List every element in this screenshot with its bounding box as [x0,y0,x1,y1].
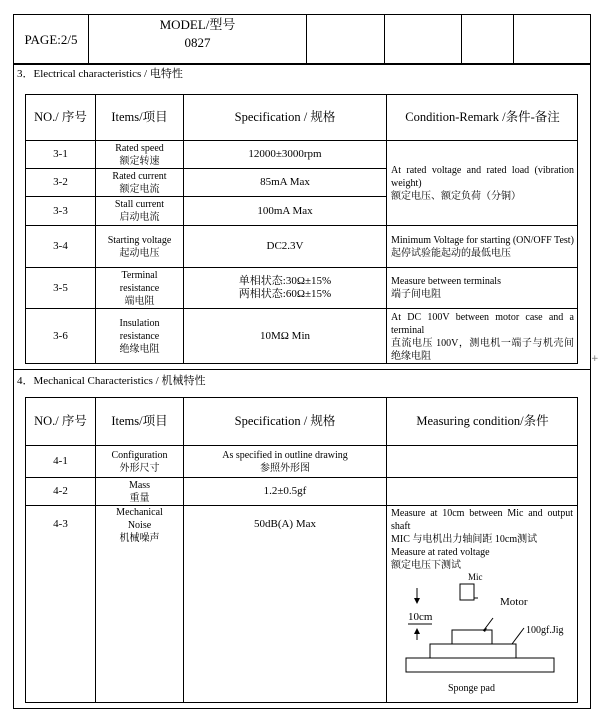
row-spec: DC2.3V [266,240,304,252]
row-spec: 85mA Max [260,176,310,188]
row-condition [391,507,573,572]
row-condition [387,226,578,267]
motor-box [452,630,492,644]
condition-cn: 额定电压、额定负荷（分铜） [391,190,521,202]
condition-en: At rated voltage and rated load (vibration weight) [391,164,574,189]
sponge-pad [406,658,554,672]
condition-cn: 额定电压下测试 [391,560,461,571]
item-cn: 额定转速 [119,155,160,167]
item-cn: 外形尺寸 [119,462,160,474]
col-header-condition: Condition-Remark /条件-备注 [405,110,560,124]
row-item [96,309,183,364]
pad-label: Sponge pad [448,683,495,694]
header-divider [513,14,514,64]
distance-label: 10cm [408,611,433,623]
row-no: 4-3 [53,518,68,530]
item-cn: 重量 [129,492,150,504]
row-no: 3-4 [53,240,68,252]
condition-en: Measure between terminals [391,276,501,287]
item-en: resistance [119,331,160,342]
page-number: PAGE:2/5 [24,31,78,47]
header-divider [384,14,385,64]
model-value: 0827 [184,34,211,50]
item-en: Terminal [121,269,158,281]
row-no: 4-1 [53,455,68,467]
merged-condition [387,141,578,225]
item-cn: 端电阻 [124,295,155,307]
row-condition [387,268,578,308]
noise-test-diagram [390,568,576,702]
row-item [96,197,183,225]
row-no: 4-2 [53,485,68,497]
row-spec [184,268,386,308]
item-en: Insulation [119,318,160,329]
col-header-items: Items/项目 [111,414,168,428]
item-cn: 额定电流 [119,183,160,195]
row-spec: 12000±3000rpm [248,148,322,160]
spec-line: 单相状态:30Ω±15% [238,275,332,287]
row-item [96,141,183,168]
item-en: Mass [128,479,151,491]
row-spec: 10MΩ Min [259,330,311,342]
mic-label: Mic [468,572,483,582]
model-label: MODEL/型号 [159,16,236,32]
item-en: Rated speed [115,142,164,154]
jig-label: 100gf.Jig [526,625,564,636]
item-cn: 绝缘电阻 [119,344,160,355]
row-spec: 100mA Max [257,204,313,217]
row-spec [184,446,386,477]
row-item [96,506,183,545]
row-item [96,478,183,505]
condition-cn: 端子间电阻 [391,289,441,300]
condition-cn: MIC 与电机出力轴间距 10cm测试 [391,534,538,545]
condition-cn: 起停试验能起动的最低电压 [391,247,511,259]
row-item [96,446,183,477]
jig-box [430,644,516,658]
header-divider [306,14,307,64]
row-no: 3-1 [53,148,68,160]
col-header-spec: Specification / 规格 [234,414,336,428]
condition-en: At DC 100V between motor case and a terminal [391,311,574,336]
condition-en: Minimum Voltage for starting (ON/OFF Test) [391,234,574,246]
item-en: Mechanical [116,507,163,518]
spec-en: As specified in outline drawing [222,449,348,461]
spec-cn: 参照外形图 [260,462,310,474]
item-cn: 启动电流 [119,212,160,223]
row-item [96,169,183,196]
mic-box [460,584,474,600]
condition-en: Measure at rated voltage [391,547,490,558]
item-cn: 机械噪声 [119,533,160,544]
col-header-no: NO./ 序号 [34,110,87,124]
spec-line: 两相状态:60Ω±15% [238,288,332,300]
row-item [96,268,183,308]
item-en: Noise [127,520,152,531]
row-no: 3-5 [53,281,68,294]
row-spec: 1.2±0.5gf [263,485,307,497]
section-3-title: 3．Electrical characteristics / 电特性 [17,68,183,80]
header-divider [461,14,462,64]
condition-cn: 直流电压 100V，测电机一端子与机壳间绝缘电阻 [391,337,574,362]
row-spec: 50dB(A) Max [253,518,317,530]
item-cn: 起动电压 [119,247,160,259]
side-scroll-indicator[interactable]: + [591,354,599,364]
row-no: 3-6 [53,330,68,342]
motor-label: Motor [500,596,528,608]
section-4-title: 4．Mechanical Characteristics / 机械特性 [17,375,206,387]
row-item [96,226,183,267]
row-condition [387,309,578,364]
col-header-condition: Measuring condition/条件 [416,414,549,428]
row-no: 3-2 [53,176,68,188]
item-en: Stall current [114,199,165,210]
col-header-no: NO./ 序号 [34,414,87,428]
col-header-items: Items/项目 [111,110,168,124]
item-en: Starting voltage [107,234,172,246]
condition-en: Measure at 10cm between Mic and output shaft [391,508,573,532]
col-header-spec: Specification / 规格 [234,110,336,124]
item-en: Rated current [112,170,167,182]
row-no: 3-3 [53,204,68,217]
item-en: resistance [119,282,160,294]
item-en: Configuration [111,449,168,461]
